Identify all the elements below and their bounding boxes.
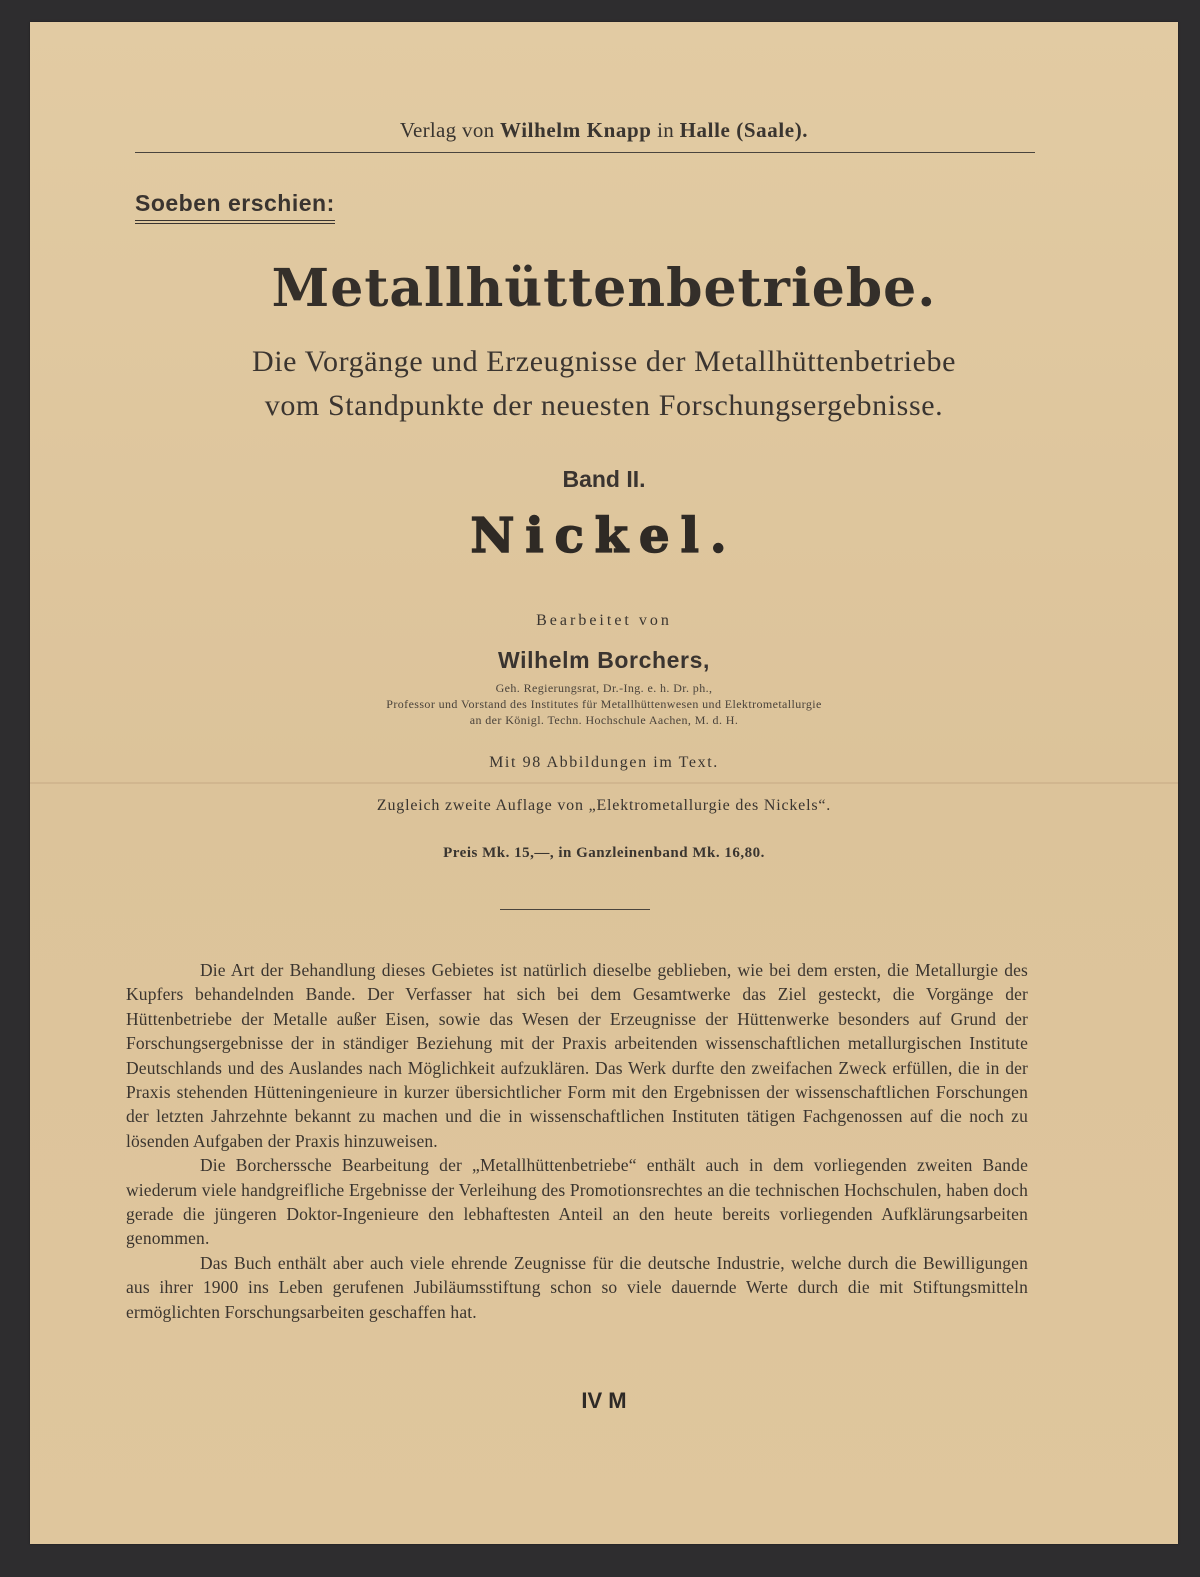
book-title: Metallhüttenbetriebe.: [271, 258, 937, 319]
announcement-label: Soeben erschien:: [135, 190, 335, 224]
body-paragraph-1: Die Art der Behandlung dieses Gebietes ist natürlich dieselbe geblieben, wie bei dem ersten, die Metallurgie des Kupfers behandelnden Bande. Der Verfasser hat sich bei dem Gesamtwerke das Ziel gesteckt, die Vorgänge der Hüttenbetriebe der Metalle außer Eisen, sowie das Wesen der Erzeugnisse der Hüttenwerke besonders auf Grund der Forschungsergebnisse der in ständiger Beziehung mit der Praxis arbeitenden wissenschaftlichen metallurgischen Institute Deutschlands und des Auslandes nach Möglichkeit aufzuklären. Das Werk durfte den zweifachen Zweck erfüllen, die in der Praxis stehenden Hütteningenieure in kurzer übersichtlicher Form mit den Ergebnissen der wissenschaftlichen Forschungen der letzten Jahrzehnte bekannt zu machen und die in wissenschaftlichen Instituten tätigen Fachgenossen auf die noch zu lösenden Aufgaben der Praxis hinzuweisen.: [126, 960, 1028, 1151]
description-body: [126, 958, 1028, 1324]
volume-title: Nickel.: [470, 508, 738, 564]
section-divider: [500, 909, 650, 910]
publisher-line: [30, 118, 1178, 143]
publisher-name: Wilhelm Knapp: [499, 118, 652, 142]
edited-by-label: Bearbeitet von: [536, 612, 672, 629]
edition-note: Zugleich zweite Auflage von „Elektrometallurgie des Nickels“.: [376, 797, 832, 814]
illustrations-note: Mit 98 Abbildungen im Text.: [489, 754, 719, 771]
author-credential-1: Geh. Regierungsrat, Dr.-Ing. e. h. Dr. ph.,: [495, 681, 713, 695]
subtitle-line-1: Die Vorgänge und Erzeugnisse der Metallhüttenbetriebe: [251, 345, 957, 378]
author-name: Wilhelm Borchers,: [498, 647, 710, 673]
paper-fold-line: [30, 782, 1178, 784]
body-paragraph-2: Die Borcherssche Bearbeitung der „Metallhüttenbetriebe“ enthält auch in dem vorliegenden zweiten Bande wiederum viele handgreifliche Ergebnisse der Verleihung des Promotionsrechtes an die technischen Hochschulen, haben doch gerade die jüngeren Doktor-Ingenieure den lebhaftesten Anteil an den heute bereits vorliegenden Aufklärungsarbeiten genommen.: [126, 1155, 1028, 1249]
body-paragraph-3: Das Buch enthält aber auch viele ehrende Zeugnisse für die deutsche Industrie, welche durch die Bewilligungen aus ihrer 1900 ins Leben gerufenen Jubiläumsstiftung schon so viele dauernde Werte durch die mit Stiftungsmitteln ermöglichten Forschungsarbeiten geschaffen hat.: [126, 1252, 1028, 1322]
price-line: Preis Mk. 15,—, in Ganzleinenband Mk. 16,80.: [443, 845, 765, 861]
author-credential-3: an der Königl. Techn. Hochschule Aachen, M. d. H.: [469, 713, 739, 727]
footer-code: IV M: [581, 1388, 627, 1413]
subtitle-line-2: vom Standpunkte der neuesten Forschungsergebnisse.: [264, 389, 944, 422]
volume-number: Band II.: [562, 466, 646, 492]
publisher-prefix: Verlag von: [399, 118, 495, 142]
publisher-city: Halle (Saale).: [679, 118, 809, 142]
document-sheet: [30, 22, 1178, 1544]
author-credential-2: Professor und Vorstand des Institutes für Metallhüttenwesen und Elektrometallurgie: [386, 697, 822, 711]
publisher-connector: in: [657, 118, 675, 142]
book-subtitle: [30, 340, 1178, 428]
top-divider: [135, 152, 1035, 153]
